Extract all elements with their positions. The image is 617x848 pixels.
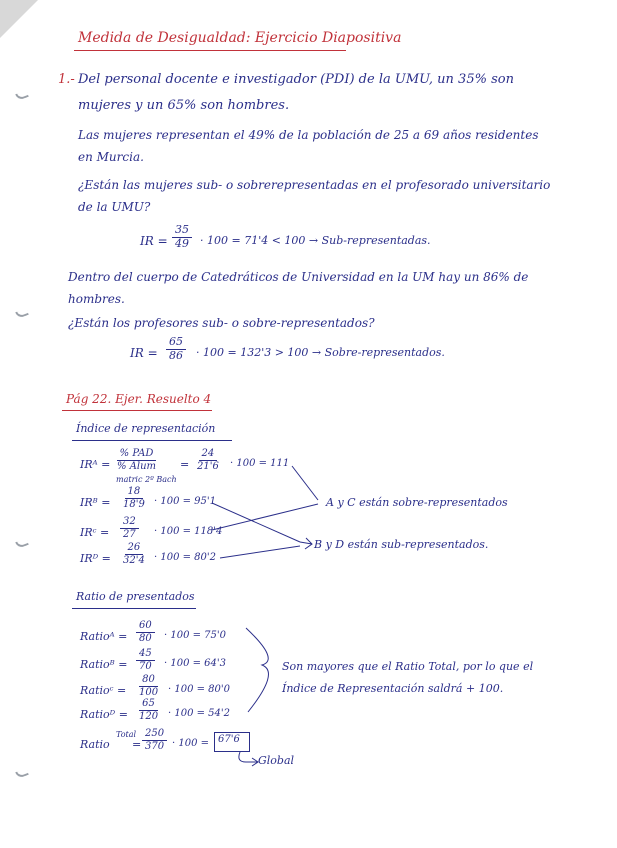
q1-numerator: 35 <box>172 224 192 238</box>
ir-a-result: · 100 = 111 <box>230 458 290 469</box>
q2-numerator: 65 <box>166 336 186 350</box>
q1-ir-label: IR = <box>140 234 168 248</box>
ir-b-numerator: 18 <box>125 486 144 499</box>
q2-denominator: 86 <box>169 348 183 362</box>
question-number: 1.- <box>58 72 75 87</box>
ir-d-numerator: 26 <box>125 542 144 555</box>
ratio-c-numerator: 80 <box>139 674 158 687</box>
ir-a-equals: = <box>180 458 190 471</box>
ratio-b-numerator: 45 <box>136 648 155 661</box>
ir-c-result: · 100 = 118'4 <box>154 526 223 537</box>
q1-line-6: de la UMU? <box>78 200 151 214</box>
ratio-d-numerator: 65 <box>139 698 158 711</box>
section2-title: Pág 22. Ejer. Resuelto 4 <box>66 392 212 406</box>
ratio-total-denominator: 370 <box>145 740 165 752</box>
ratio-d-fraction <box>136 698 161 722</box>
arrow-head-bd <box>300 538 312 549</box>
q2-line-3: ¿Están los profesores sub- o sobre-representados? <box>68 316 375 330</box>
ratio-total-superscript: Total <box>116 730 137 739</box>
ac-conclusion: A y C están sobre-representados <box>326 496 508 509</box>
q2-line-2: hombres. <box>68 292 125 306</box>
ir-b-result: · 100 = 95'1 <box>154 496 217 507</box>
q1-line-5: ¿Están las mujeres sub- o sobrerepresentadas en el profesorado universitario <box>78 178 551 192</box>
global-arrow <box>239 752 258 766</box>
ir-a-note: matric 2º Bach <box>116 475 177 484</box>
connector-d-to-bd <box>220 546 300 558</box>
q1-line-4: en Murcia. <box>78 150 144 164</box>
ratio-a-result: · 100 = 75'0 <box>164 630 227 641</box>
ratio-title: Ratio de presentados <box>76 590 195 603</box>
ratio-total-middle: · 100 = <box>172 738 210 749</box>
ratio-a-label: Ratioᴬ = <box>80 630 128 643</box>
ir-a-num-percent-pad: % PAD <box>117 448 157 461</box>
ratio-c-denominator: 100 <box>139 686 159 698</box>
ir-b-label: IRᴮ = <box>80 496 111 509</box>
ratio-d-label: Ratioᴰ = <box>80 708 128 721</box>
q2-result: · 100 = 132'3 > 100 → Sobre-representados. <box>196 346 445 359</box>
ratio-b-fraction <box>136 648 155 672</box>
ir-c-denominator: 27 <box>123 528 136 540</box>
ratio-a-denominator: 80 <box>139 632 152 644</box>
ir-d-denominator: 32'4 <box>123 554 145 566</box>
q1-line-1: Del personal docente e investigador (PDI) de la UMU, un 35% son <box>78 72 514 87</box>
q2-line-1: Dentro del cuerpo de Catedráticos de Universidad en la UM hay un 86% de <box>68 270 529 284</box>
ratio-d-denominator: 120 <box>139 710 159 722</box>
ratio-c-label: Ratioᶜ = <box>80 684 127 697</box>
ratio-total-label: Ratio <box>80 738 110 751</box>
ratio-d-result: · 100 = 54'2 <box>168 708 231 719</box>
q1-line-2: mujeres y un 65% son hombres. <box>78 98 290 113</box>
ratio-total-fraction <box>142 728 167 752</box>
ir-c-label: IRᶜ = <box>80 526 110 539</box>
ratio-b-denominator: 70 <box>139 660 152 672</box>
ir-d-label: IRᴰ = <box>80 552 111 565</box>
ratio-title-underline <box>72 608 196 609</box>
page-title: Medida de Desigualdad: Ejercicio Diapositiva <box>78 30 402 46</box>
connector-b-to-bd <box>212 503 300 542</box>
bd-conclusion: B y D están sub-representados. <box>314 538 489 551</box>
ratio-c-fraction <box>136 674 161 698</box>
ir-a-denominator: 21'6 <box>197 460 219 472</box>
ratio-conclusion-line-1: Son mayores que el Ratio Total, por lo que el <box>282 660 534 673</box>
ir-a-den-percent-alum: % Alum <box>117 460 157 472</box>
ir-a-label: IRᴬ = <box>80 458 111 471</box>
ratio-brace <box>246 628 268 712</box>
ratio-total-numerator: 250 <box>142 728 167 741</box>
indice-title: Índice de representación <box>76 422 216 435</box>
ratio-total-equals: = <box>132 738 142 751</box>
ratio-c-result: · 100 = 80'0 <box>168 684 231 695</box>
ratio-b-result: · 100 = 64'3 <box>164 658 227 669</box>
q1-line-3: Las mujeres representan el 49% de la población de 25 a 69 años residentes <box>78 128 539 142</box>
q2-ir-label: IR = <box>130 346 158 360</box>
ratio-total-result: 67'6 <box>218 734 240 745</box>
ir-d-result: · 100 = 80'2 <box>154 552 217 563</box>
ratio-a-fraction <box>136 620 155 644</box>
ratio-a-numerator: 60 <box>136 620 155 633</box>
ratio-conclusion-line-2: Índice de Representación saldrá + 100. <box>282 682 504 695</box>
ir-c-numerator: 32 <box>120 516 139 529</box>
q1-result: · 100 = 71'4 < 100 → Sub-representadas. <box>200 234 431 247</box>
ir-a-numerator: 24 <box>199 448 218 461</box>
q1-denominator: 49 <box>175 236 189 250</box>
ir-b-denominator: 18'9 <box>123 498 145 510</box>
global-label: Global <box>258 754 295 767</box>
ratio-b-label: Ratioᴮ = <box>80 658 128 671</box>
connector-a-to-ac <box>292 466 318 500</box>
